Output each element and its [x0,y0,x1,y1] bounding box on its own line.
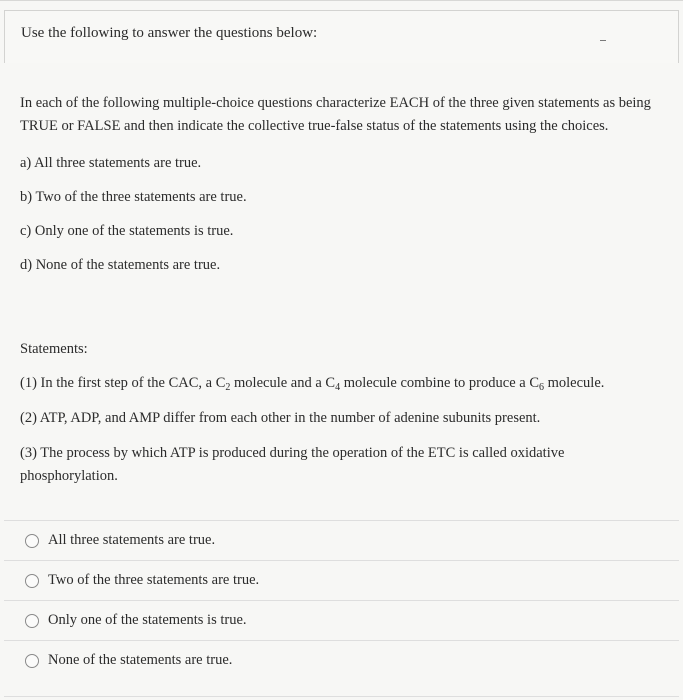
statement-1-sub-c4: 4 [335,382,341,393]
question-body [20,92,668,289]
radio-button-icon[interactable] [25,614,39,628]
statement-1-sub-c6: 6 [539,382,544,393]
option-label: None of the statements are true. [48,652,233,668]
collapse-dash-icon [600,40,606,41]
choice-description-a: a) All three statements are true. [20,155,202,171]
statement-1-mid2: molecule combine to produce a C [340,375,539,391]
statement-1-prefix: (1) In the first step of the CAC, a C [20,375,226,391]
question-header [4,10,679,63]
radio-button-icon[interactable] [25,534,39,548]
option-none-true[interactable] [4,640,679,680]
choice-description-c: c) Only one of the statements is true. [20,223,234,239]
option-two-true[interactable] [4,560,679,600]
radio-button-icon[interactable] [25,574,39,588]
statement-1-mid1: molecule and a C [230,375,336,391]
option-label: Only one of the statements is true. [48,612,247,628]
statement-1-end: molecule. [544,375,605,391]
choice-description-d: d) None of the statements are true. [20,257,221,273]
statement-1 [20,372,664,395]
statement-3: (3) The process by which ATP is produced during the operation of the ETC is called oxidative phosphorylation. [20,445,565,484]
statement-1-sub-c2: 2 [225,382,231,393]
instructions-text: In each of the following multiple-choice questions characterize EACH of the three given statements as being TRUE or FALSE and then indicate the collective true-false status of the statements using the choices. [20,95,651,134]
option-label: Two of the three statements are true. [48,572,260,588]
option-label: All three statements are true. [48,532,216,548]
top-divider [0,0,683,1]
option-all-true[interactable] [4,520,679,560]
option-one-true[interactable] [4,600,679,640]
answer-options [4,520,679,680]
bottom-divider [4,696,679,697]
choice-description-b: b) Two of the three statements are true. [20,189,247,205]
radio-button-icon[interactable] [25,654,39,668]
header-text: Use the following to answer the questions below: [21,25,318,41]
statements-title: Statements: [20,341,88,357]
statement-2: (2) ATP, ADP, and AMP differ from each other in the number of adenine subunits present. [20,410,541,426]
